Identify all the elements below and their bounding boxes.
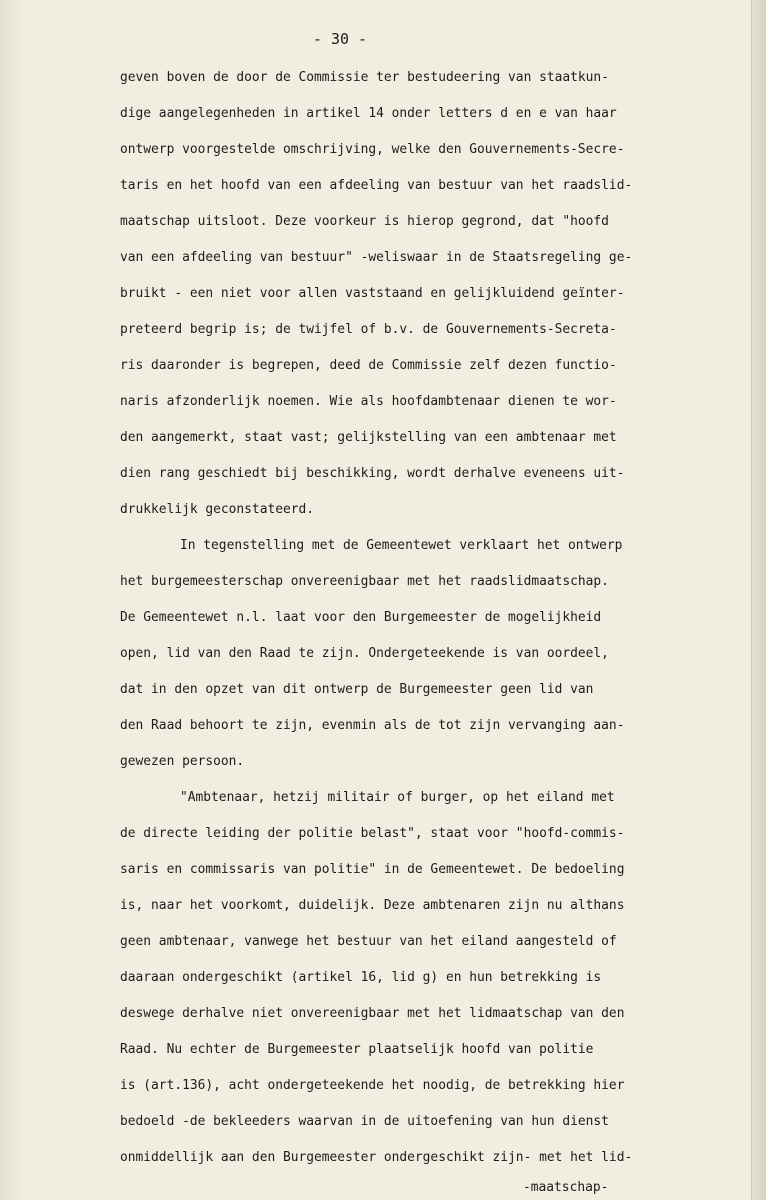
- text-line: is (art.136), acht ondergeteekende het noodig, de betrekking hier: [120, 1078, 625, 1093]
- text-line: geven boven de door de Commissie ter bestudeering van staatkun-: [120, 70, 609, 85]
- text-line: saris en commissaris van politie" in de Gemeentewet. De bedoeling: [120, 862, 625, 877]
- text-line: Raad. Nu echter de Burgemeester plaatselijk hoofd van politie: [120, 1042, 594, 1057]
- catchword: -maatschap-: [523, 1180, 609, 1195]
- text-line: bruikt - een niet voor allen vaststaand en gelijkluidend geïnter-: [120, 286, 625, 301]
- text-line: dat in den opzet van dit ontwerp de Burgemeester geen lid van: [120, 682, 594, 697]
- text-line: taris en het hoofd van een afdeeling van bestuur van het raadslid-: [120, 178, 633, 193]
- text-line: drukkelijk geconstateerd.: [120, 502, 315, 517]
- text-line: "Ambtenaar, hetzij militair of burger, op het eiland met: [180, 790, 615, 805]
- text-line: daaraan ondergeschikt (artikel 16, lid g) en hun betrekking is: [120, 970, 602, 985]
- text-line: dien rang geschiedt bij beschikking, wordt derhalve eveneens uit-: [120, 466, 625, 481]
- binding-shadow: [0, 0, 24, 1200]
- text-line: In tegenstelling met de Gemeentewet verklaart het ontwerp: [180, 538, 623, 553]
- text-line: ris daaronder is begrepen, deed de Commissie zelf dezen functio-: [120, 358, 617, 373]
- text-line: preteerd begrip is; de twijfel of b.v. de Gouvernements-Secreta-: [120, 322, 617, 337]
- text-line: onmiddellijk aan den Burgemeester ondergeschikt zijn- met het lid-: [120, 1150, 633, 1165]
- text-line: naris afzonderlijk noemen. Wie als hoofdambtenaar dienen te wor-: [120, 394, 617, 409]
- text-line: bedoeld -de bekleeders waarvan in de uitoefening van hun dienst: [120, 1114, 609, 1129]
- text-line: den aangemerkt, staat vast; gelijkstelling van een ambtenaar met: [120, 430, 617, 445]
- page-number: - 30 -: [312, 30, 368, 48]
- text-line: dige aangelegenheden in artikel 14 onder letters d en e van haar: [120, 106, 617, 121]
- text-line: gewezen persoon.: [120, 754, 245, 769]
- text-line: De Gemeentewet n.l. laat voor den Burgemeester de mogelijkheid: [120, 610, 602, 625]
- text-line: van een afdeeling van bestuur" -weliswaar in de Staatsregeling ge-: [120, 250, 633, 265]
- text-line: is, naar het voorkomt, duidelijk. Deze ambtenaren zijn nu althans: [120, 898, 625, 913]
- text-line: de directe leiding der politie belast", staat voor "hoofd-commis-: [120, 826, 625, 841]
- text-line: het burgemeesterschap onvereenigbaar met het raadslidmaatschap.: [120, 574, 609, 589]
- page-edge: [751, 0, 766, 1200]
- text-line: ontwerp voorgestelde omschrijving, welke den Gouvernements-Secre-: [120, 142, 625, 157]
- text-line: open, lid van den Raad te zijn. Ondergeteekende is van oordeel,: [120, 646, 609, 661]
- text-line: maatschap uitsloot. Deze voorkeur is hierop gegrond, dat "hoofd: [120, 214, 609, 229]
- text-line: deswege derhalve niet onvereenigbaar met het lidmaatschap van den: [120, 1006, 625, 1021]
- text-line: den Raad behoort te zijn, evenmin als de tot zijn vervanging aan-: [120, 718, 625, 733]
- text-line: geen ambtenaar, vanwege het bestuur van het eiland aangesteld of: [120, 934, 617, 949]
